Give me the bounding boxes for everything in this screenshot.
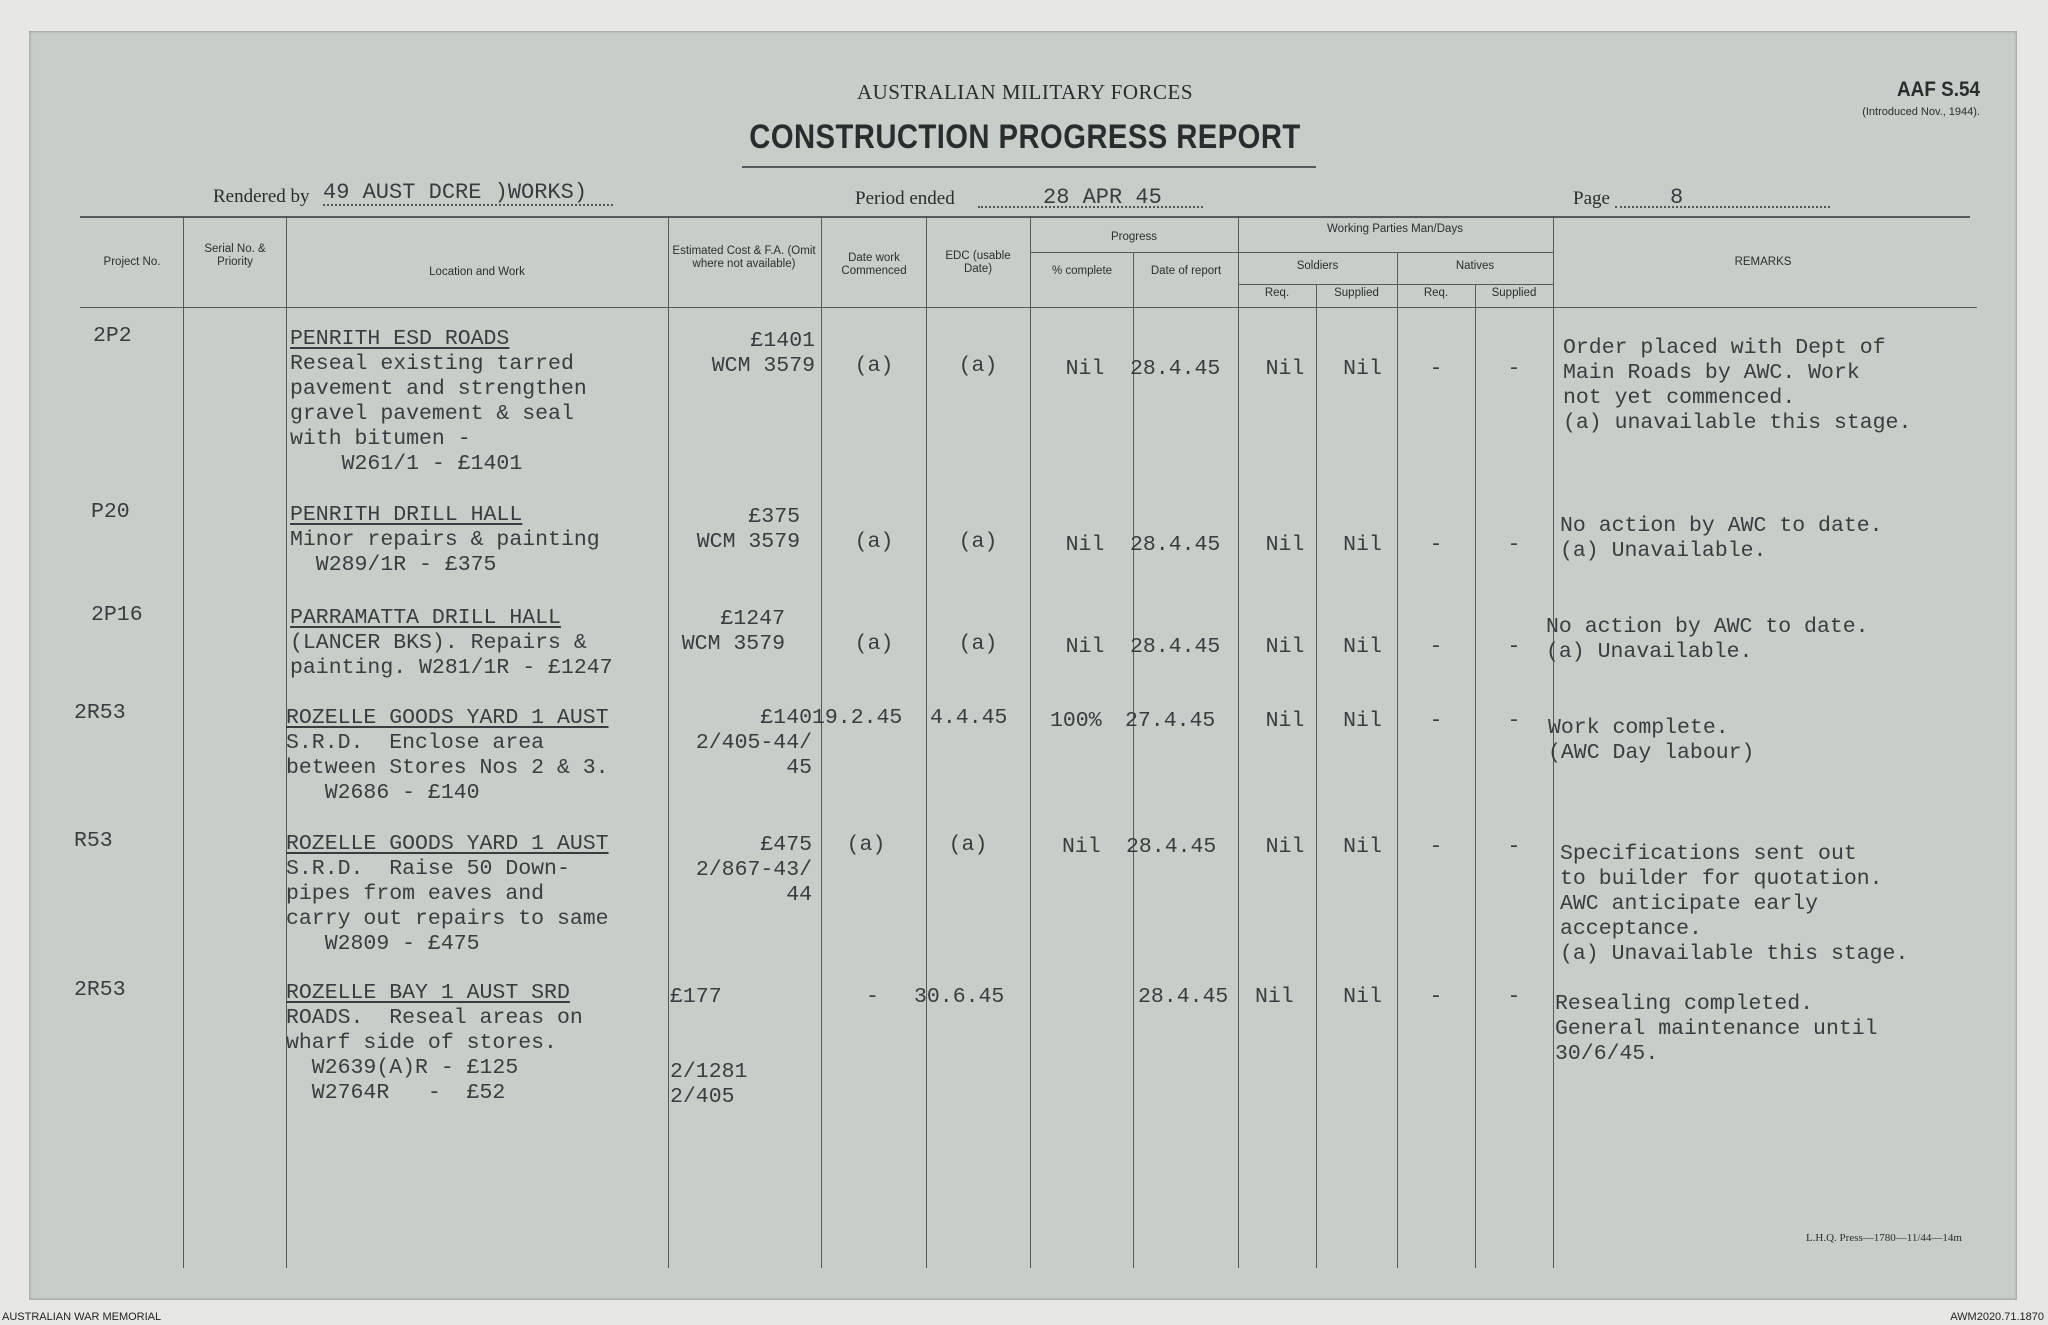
archive-caption-right: AWM2020.71.1870: [1950, 1311, 2044, 1323]
row1-location-title: PENRITH ESD ROADS: [290, 327, 510, 351]
row3-location-body: (LANCER BKS). Repairs & painting. W281/1R - £1247: [290, 631, 613, 680]
row2-pct: Nil: [1065, 533, 1105, 557]
row5-location-body: S.R.D. Raise 50 Down- pipes from eaves and carry out repairs to same W2809 - £475: [286, 857, 609, 956]
row1-remarks: Order placed with Dept of Main Roads by AWC. Work not yet commenced. (a) unavailable this stage.: [1563, 336, 1912, 435]
row6-commenced: -: [866, 985, 879, 1009]
row1-n-sup: -: [1507, 357, 1521, 381]
row5-s-sup: Nil: [1343, 835, 1382, 859]
row1-location-body: Reseal existing tarred pavement and strengthen gravel pavement & seal with bitumen - W261/1 - £1401: [290, 352, 587, 476]
row6-s-req: Nil: [1255, 985, 1294, 1009]
row3-cost: £1247 WCM 3579: [681, 607, 785, 656]
col-divider-5: [926, 218, 927, 1268]
hdr-estimated-cost: Estimated Cost & F.A. (Omit where not available): [672, 245, 816, 270]
hdr-pct-complete: % complete: [1051, 265, 1113, 277]
row4-edc: 4.4.45: [930, 706, 1008, 730]
row6-n-sup: -: [1507, 985, 1521, 1009]
row2-edc: (a): [958, 530, 998, 554]
row1-cost: £1401 WCM 3579: [711, 329, 815, 378]
row2-s-req: Nil: [1265, 533, 1305, 557]
row1-project: 2P2: [93, 324, 132, 348]
row3-location-title: PARRAMATTA DRILL HALL: [290, 606, 561, 630]
working-subrule: [1238, 252, 1553, 253]
hdr-soldiers: Soldiers: [1296, 260, 1339, 272]
row6-report: 28.4.45: [1138, 985, 1229, 1009]
col-divider-9: [1316, 284, 1317, 1268]
row6-cost: £177 2/1281 2/405: [670, 985, 748, 1109]
hdr-remarks: REMARKS: [1734, 256, 1792, 268]
row5-edc: (a): [948, 833, 988, 857]
rendered-by-label: Rendered by: [213, 186, 310, 207]
col-divider-1: [183, 218, 184, 1268]
row4-commenced: 19.2.45: [812, 706, 903, 730]
row3-pct: Nil: [1065, 635, 1105, 659]
table-header-bottom-rule: [80, 307, 1977, 308]
row4-n-req: -: [1429, 709, 1443, 733]
hdr-project-no: Project No.: [103, 256, 161, 268]
row2-location-body: Minor repairs & painting W289/1R - £375: [290, 528, 600, 577]
row6-n-req: -: [1429, 985, 1443, 1009]
hdr-location-work: Location and Work: [429, 266, 525, 278]
form-title: CONSTRUCTION PROGRESS REPORT: [749, 118, 1301, 156]
col-divider-7: [1133, 252, 1134, 1268]
row5-n-req: -: [1429, 835, 1443, 859]
row6-project: 2R53: [74, 978, 126, 1002]
hdr-soldiers-req: Req.: [1264, 287, 1290, 299]
row4-cost: £140 2/405-44/ 45: [695, 706, 812, 780]
row5-pct: Nil: [1062, 835, 1101, 859]
row6-remarks: Resealing completed. General maintenance until 30/6/45.: [1555, 992, 1878, 1066]
hdr-working-parties: Working Parties Man/Days: [1327, 223, 1463, 235]
row2-commenced: (a): [854, 530, 894, 554]
hdr-date-commenced: Date work Commenced: [841, 252, 907, 277]
hdr-date-report: Date of report: [1150, 265, 1222, 277]
archive-caption-left: AUSTRALIAN WAR MEMORIAL: [2, 1311, 162, 1323]
rendered-by-value: 49 AUST DCRE )WORKS): [323, 180, 588, 205]
soldiers-subrule: [1238, 284, 1553, 285]
row2-n-req: -: [1429, 533, 1443, 557]
row4-remarks: Work complete. (AWC Day labour): [1548, 716, 1755, 765]
row3-n-req: -: [1429, 635, 1443, 659]
col-divider-11: [1475, 284, 1476, 1268]
row4-location-title: ROZELLE GOODS YARD 1 AUST: [286, 706, 609, 730]
row5-s-req: Nil: [1265, 835, 1305, 859]
row2-location-title: PENRITH DRILL HALL: [290, 503, 523, 527]
row3-commenced: (a): [854, 632, 894, 656]
row4-project: 2R53: [74, 701, 126, 725]
row1-s-sup: Nil: [1343, 357, 1382, 381]
row1-n-req: -: [1429, 357, 1443, 381]
title-underline: [742, 166, 1316, 168]
hdr-natives: Natives: [1455, 260, 1495, 272]
row2-remarks: No action by AWC to date. (a) Unavailable.: [1560, 514, 1883, 563]
row6-location-body: ROADS. Reseal areas on wharf side of stores. W2639(A)R - £125 W2764R - £52: [286, 1006, 583, 1105]
row5-project: R53: [74, 829, 113, 853]
progress-subrule: [1030, 252, 1238, 253]
row3-edc: (a): [958, 632, 998, 656]
table-top-rule: [80, 216, 1970, 218]
row1-edc: (a): [958, 354, 998, 378]
row3-n-sup: -: [1507, 635, 1521, 659]
hdr-soldiers-supplied: Supplied: [1334, 287, 1379, 299]
form-introduced: (Introduced Nov., 1944).: [1862, 106, 1980, 118]
hdr-serial-priority: Serial No. & Priority: [204, 243, 266, 268]
row3-remarks: No action by AWC to date. (a) Unavailable.: [1546, 615, 1869, 664]
row3-report: 28.4.45: [1130, 635, 1221, 659]
row1-commenced: (a): [854, 354, 894, 378]
hdr-natives-req: Req.: [1423, 287, 1449, 299]
row2-s-sup: Nil: [1343, 533, 1382, 557]
col-divider-6: [1030, 218, 1031, 1268]
row5-report: 28.4.45: [1126, 835, 1217, 859]
row4-s-sup: Nil: [1343, 709, 1382, 733]
row4-n-sup: -: [1507, 709, 1521, 733]
row4-report: 27.4.45: [1125, 709, 1216, 733]
row4-pct: 100%: [1050, 709, 1102, 733]
period-value: 28 APR 45: [1043, 185, 1162, 210]
row2-report: 28.4.45: [1130, 533, 1221, 557]
hdr-edc: EDC (usable Date): [945, 250, 1011, 275]
row4-location-body: S.R.D. Enclose area between Stores Nos 2 & 3. W2686 - £140: [286, 731, 609, 805]
row1-s-req: Nil: [1265, 357, 1305, 381]
row6-location-title: ROZELLE BAY 1 AUST SRD: [286, 981, 570, 1005]
row2-n-sup: -: [1507, 533, 1521, 557]
period-label: Period ended: [855, 188, 955, 209]
printer-note: L.H.Q. Press—1780—11/44—14m: [1805, 1232, 1962, 1244]
row3-s-sup: Nil: [1343, 635, 1382, 659]
hdr-natives-supplied: Supplied: [1491, 287, 1537, 299]
row2-cost: £375 WCM 3579: [696, 505, 800, 554]
row3-project: 2P16: [91, 603, 143, 627]
row6-edc: 30.6.45: [914, 985, 1005, 1009]
row5-cost: £475 2/867-43/ 44: [695, 833, 812, 907]
row5-commenced: (a): [846, 833, 886, 857]
row5-location-title: ROZELLE GOODS YARD 1 AUST: [286, 832, 609, 856]
form-code: AAF S.54: [1897, 78, 1980, 101]
form-issuer: AUSTRALIAN MILITARY FORCES: [856, 80, 1194, 104]
rendered-by-dots: [323, 204, 613, 206]
row5-n-sup: -: [1507, 835, 1521, 859]
row4-s-req: Nil: [1265, 709, 1305, 733]
row3-s-req: Nil: [1265, 635, 1305, 659]
page-label: Page: [1573, 188, 1610, 209]
row5-remarks: Specifications sent out to builder for quotation. AWC anticipate early acceptance. (a) Unavailable this stage.: [1560, 842, 1909, 966]
page-dots: [1615, 206, 1830, 208]
row6-s-sup: Nil: [1343, 985, 1382, 1009]
row1-report: 28.4.45: [1130, 357, 1221, 381]
row2-project: P20: [91, 500, 130, 524]
page-value: 8: [1670, 185, 1684, 210]
col-divider-4: [821, 218, 822, 1268]
col-divider-10: [1397, 252, 1398, 1268]
hdr-progress: Progress: [1110, 231, 1158, 243]
row1-pct: Nil: [1065, 357, 1105, 381]
